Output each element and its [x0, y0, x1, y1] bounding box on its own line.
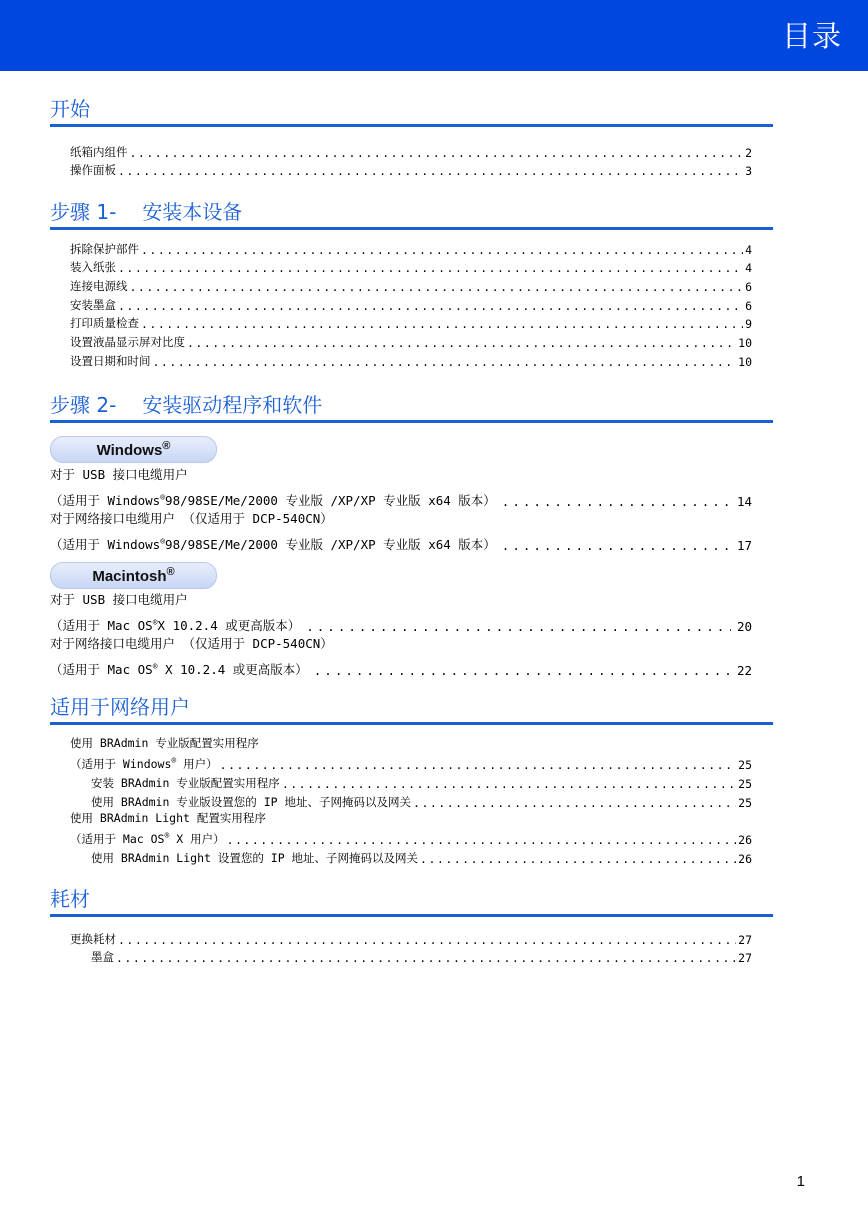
toc-subheading: 使用 BRAdmin 专业版配置实用程序: [70, 736, 259, 750]
toc-entry[interactable]: 安装 BRAdmin 专业版配置实用程序 ..... 25: [70, 772, 752, 791]
toc-subheading: 对于 USB 接口电缆用户: [50, 467, 188, 482]
toc-entry[interactable]: 更换耗材 ..... 27: [70, 928, 752, 947]
macintosh-badge: Macintosh®: [50, 562, 217, 589]
toc-entry[interactable]: 拆除保护部件 ..... 4: [70, 238, 752, 257]
toc-entry[interactable]: 墨盒 ..... 27: [70, 947, 752, 966]
toc-network: [70, 735, 752, 866]
toc-entry[interactable]: （适用于 Mac OS® X 10.2.4 或更高版本） ..... 22: [50, 656, 752, 678]
toc-start: [70, 141, 752, 178]
toc-subheading: 对于网络接口电缆用户 （仅适用于 DCP-540CN）: [50, 636, 333, 651]
toc-entry[interactable]: 打印质量检查 ..... 9: [70, 313, 752, 332]
mac-driver-list: [50, 590, 752, 678]
section-title: 开始: [50, 96, 773, 127]
section-title: 耗材: [50, 886, 773, 917]
toc-subheading: 对于网络接口电缆用户 （仅适用于 DCP-540CN）: [50, 511, 333, 526]
section-title: 步骤 1- 安装本设备: [50, 199, 773, 230]
toc-entry[interactable]: 连接电源线 ..... 6: [70, 275, 752, 294]
section-step1: [50, 199, 773, 230]
toc-entry[interactable]: （适用于 Mac OS®X 10.2.4 或更高版本） ..... 20: [50, 612, 752, 634]
section-step2: [50, 392, 773, 423]
toc-supplies: [70, 928, 752, 965]
windows-badge: Windows®: [50, 436, 217, 463]
toc-entry[interactable]: 设置液晶显示屏对比度 ..... 10: [70, 331, 752, 350]
section-supplies: [50, 886, 773, 917]
toc-entry[interactable]: （适用于 Windows®98/98SE/Me/2000 专业版 /XP/XP 专业版 x64 版本） ..... 17: [50, 531, 752, 553]
windows-driver-list: [50, 465, 752, 553]
toc-subheading: 使用 BRAdmin Light 配置实用程序: [70, 810, 266, 825]
toc-entry[interactable]: 安装墨盒 ..... 6: [70, 294, 752, 313]
toc-entry[interactable]: （适用于 Windows®98/98SE/Me/2000 专业版 /XP/XP 专业版 x64 版本） ..... 14: [50, 487, 752, 509]
toc-entry[interactable]: 操作面板 ..... 3: [70, 160, 752, 179]
section-start: [50, 96, 773, 127]
toc-entry[interactable]: 装入纸张 ..... 4: [70, 257, 752, 276]
toc-entry[interactable]: （适用于 Mac OS® X 用户） ..... 26: [70, 828, 752, 847]
page-title: 目录: [781, 19, 842, 53]
toc-entry[interactable]: 设置日期和时间 ..... 10: [70, 350, 752, 369]
page-number: 1: [796, 1173, 805, 1190]
leader-dots: [118, 164, 743, 178]
toc-entry[interactable]: 纸箱内组件 ..... 2: [70, 141, 752, 160]
section-network: [50, 694, 773, 725]
toc-subheading: 对于 USB 接口电缆用户: [50, 592, 188, 607]
toc-step1: [70, 238, 752, 369]
section-title: 适用于网络用户: [50, 694, 773, 725]
toc-entry[interactable]: （适用于 Windows® 用户） ..... 25: [70, 754, 752, 773]
leader-dots: [130, 146, 744, 160]
toc-entry[interactable]: 使用 BRAdmin Light 设置您的 IP 地址、子网掩码以及网关 ..... 26: [70, 847, 752, 866]
section-title: 步骤 2- 安装驱动程序和软件: [50, 392, 773, 423]
toc-entry[interactable]: 使用 BRAdmin 专业版设置您的 IP 地址、子网掩码以及网关 ..... 25: [70, 791, 752, 810]
header-bar: [0, 0, 868, 71]
